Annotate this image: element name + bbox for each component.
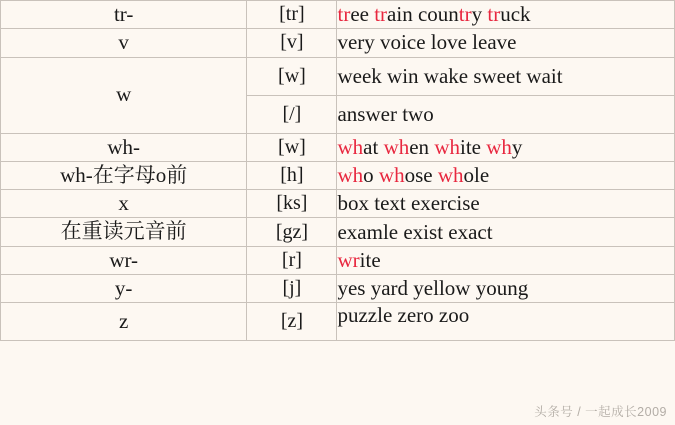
ipa-cell: [ks]	[247, 190, 337, 218]
table-row	[1, 246, 675, 274]
letter-cell: wh-在字母o前	[1, 161, 247, 189]
ipa-cell: [h]	[247, 161, 337, 189]
table-row	[1, 29, 675, 57]
table-row	[1, 161, 675, 189]
ipa-cell: [j]	[247, 275, 337, 303]
phonics-table-body	[1, 1, 675, 341]
letter-cell: y-	[1, 275, 247, 303]
words-cell: puzzle zero zoo	[337, 303, 675, 341]
letter-cell: z	[1, 303, 247, 341]
letter-cell: x	[1, 190, 247, 218]
ipa-cell: [w]	[247, 133, 337, 161]
words-cell: what when white why	[337, 133, 675, 161]
ipa-cell: [w]	[247, 57, 337, 95]
words-cell: tree train country truck	[337, 1, 675, 29]
letter-cell: v	[1, 29, 247, 57]
table-row	[1, 218, 675, 246]
watermark: 头条号 / 一起成长2009	[534, 405, 667, 419]
letter-cell: 在重读元音前	[1, 218, 247, 246]
table-row	[1, 57, 675, 95]
table-row	[1, 133, 675, 161]
words-cell: box text exercise	[337, 190, 675, 218]
ipa-cell: [z]	[247, 303, 337, 341]
words-cell: very voice love leave	[337, 29, 675, 57]
letter-cell: w	[1, 57, 247, 133]
table-row	[1, 275, 675, 303]
words-cell: week win wake sweet wait	[337, 57, 675, 95]
letter-cell: tr-	[1, 1, 247, 29]
words-cell: who whose whole	[337, 161, 675, 189]
letter-cell: wr-	[1, 246, 247, 274]
table-row	[1, 1, 675, 29]
table-row	[1, 303, 675, 341]
table-row	[1, 190, 675, 218]
words-cell: yes yard yellow young	[337, 275, 675, 303]
ipa-cell: [r]	[247, 246, 337, 274]
words-cell: answer two	[337, 95, 675, 133]
words-cell: examle exist exact	[337, 218, 675, 246]
words-cell: write	[337, 246, 675, 274]
letter-cell: wh-	[1, 133, 247, 161]
ipa-cell: [/]	[247, 95, 337, 133]
ipa-cell: [v]	[247, 29, 337, 57]
ipa-cell: [tr]	[247, 1, 337, 29]
ipa-cell: [gz]	[247, 218, 337, 246]
